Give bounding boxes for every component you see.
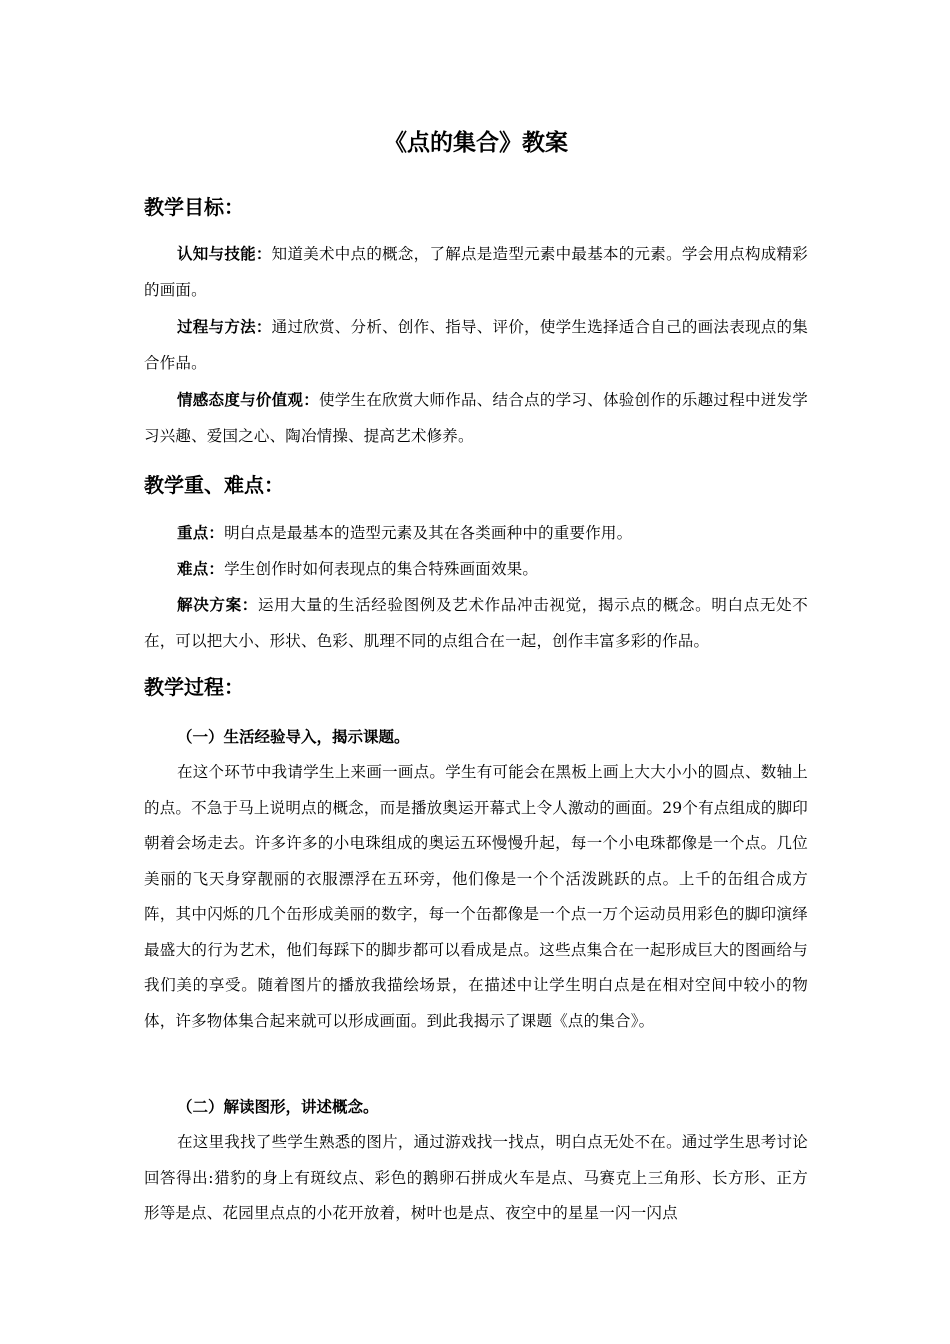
objective-attitude bbox=[144, 382, 808, 454]
paragraph-text: 学生创作时如何表现点的集合特殊画面效果。 bbox=[224, 560, 539, 578]
paragraph-label: 过程与方法： bbox=[177, 317, 272, 336]
section-heading-process: 教学过程： bbox=[144, 675, 244, 699]
paragraph-text: 明白点是最基本的造型元素及其在各类画种中的重要作用。 bbox=[224, 524, 633, 542]
paragraph-label: 重点： bbox=[177, 523, 225, 542]
paragraph-text: 运用大量的生活经验图例及艺术作品冲击视觉，揭示点的概念。明白点无处不在，可以把大小、形状、色彩、肌理不同的点组合在一起，创作丰富多彩的作品。 bbox=[144, 596, 808, 650]
section-heading-key-points: 教学重、难点： bbox=[144, 473, 284, 497]
paragraph-label: 解决方案： bbox=[177, 595, 258, 614]
paragraph-label: 认知与技能： bbox=[177, 244, 272, 263]
subsection-text-2: 在这里我找了些学生熟悉的图片，通过游戏找一找点，明白点无处不在。通过学生思考讨论回答得出:猎豹的身上有斑纹点、彩色的鹅卵石拼成火车是点、马赛克上三角形、长方形、正方形等是点、花园里点点的小花开放着，树叶也是点、夜空中的星星一闪一闪点 bbox=[144, 1133, 808, 1222]
document-title: 《点的集合》教案 bbox=[384, 129, 568, 156]
paragraph-text: 使学生在欣赏大师作品、结合点的学习、体验创作的乐趣过程中迸发学习兴趣、爱国之心、陶冶情操、提高艺术修养。 bbox=[144, 391, 808, 445]
paragraph-text: 知道美术中点的概念，了解点是造型元素中最基本的元素。学会用点构成精彩的画面。 bbox=[144, 245, 808, 299]
paragraph-text: 通过欣赏、分析、创作、指导、评价，使学生选择适合自己的画法表现点的集合作品。 bbox=[144, 318, 808, 372]
paragraph-label: 难点： bbox=[177, 559, 225, 578]
subsection-heading-2: （二）解读图形，讲述概念。 bbox=[177, 1097, 379, 1116]
paragraph-label: 情感态度与价值观： bbox=[177, 390, 319, 409]
objective-process bbox=[144, 309, 808, 381]
key-point bbox=[144, 515, 808, 552]
objective-cognition bbox=[144, 236, 808, 308]
section-heading-objectives: 教学目标： bbox=[144, 195, 244, 219]
solution bbox=[144, 587, 808, 659]
subsection-heading-1: （一）生活经验导入，揭示课题。 bbox=[177, 727, 410, 746]
difficulty-point bbox=[144, 551, 808, 588]
subsection-text-1: 在这个环节中我请学生上来画一画点。学生有可能会在黑板上画上大大小小的圆点、数轴上的点。不急于马上说明点的概念，而是播放奥运开幕式上令人激动的画面。29个有点组成的脚印朝着会场走去。许多许多的小电珠组成的奥运五环慢慢升起，每一个小电珠都像是一个点。几位美丽的飞天身穿靓丽的衣服漂浮在五环旁，他们像是一个个活泼跳跃的点。上千的缶组合成方阵，其中闪烁的几个缶形成美丽的数字，每一个缶都像是一个点一万个运动员用彩色的脚印演绎最盛大的行为艺术，他们每踩下的脚步都可以看成是点。这些点集合在一起形成巨大的图画给与我们美的享受。随着图片的播放我描绘场景，在描述中让学生明白点是在相对空间中较小的物体，许多物体集合起来就可以形成画面。到此我揭示了课题《点的集合》。 bbox=[144, 763, 808, 1030]
